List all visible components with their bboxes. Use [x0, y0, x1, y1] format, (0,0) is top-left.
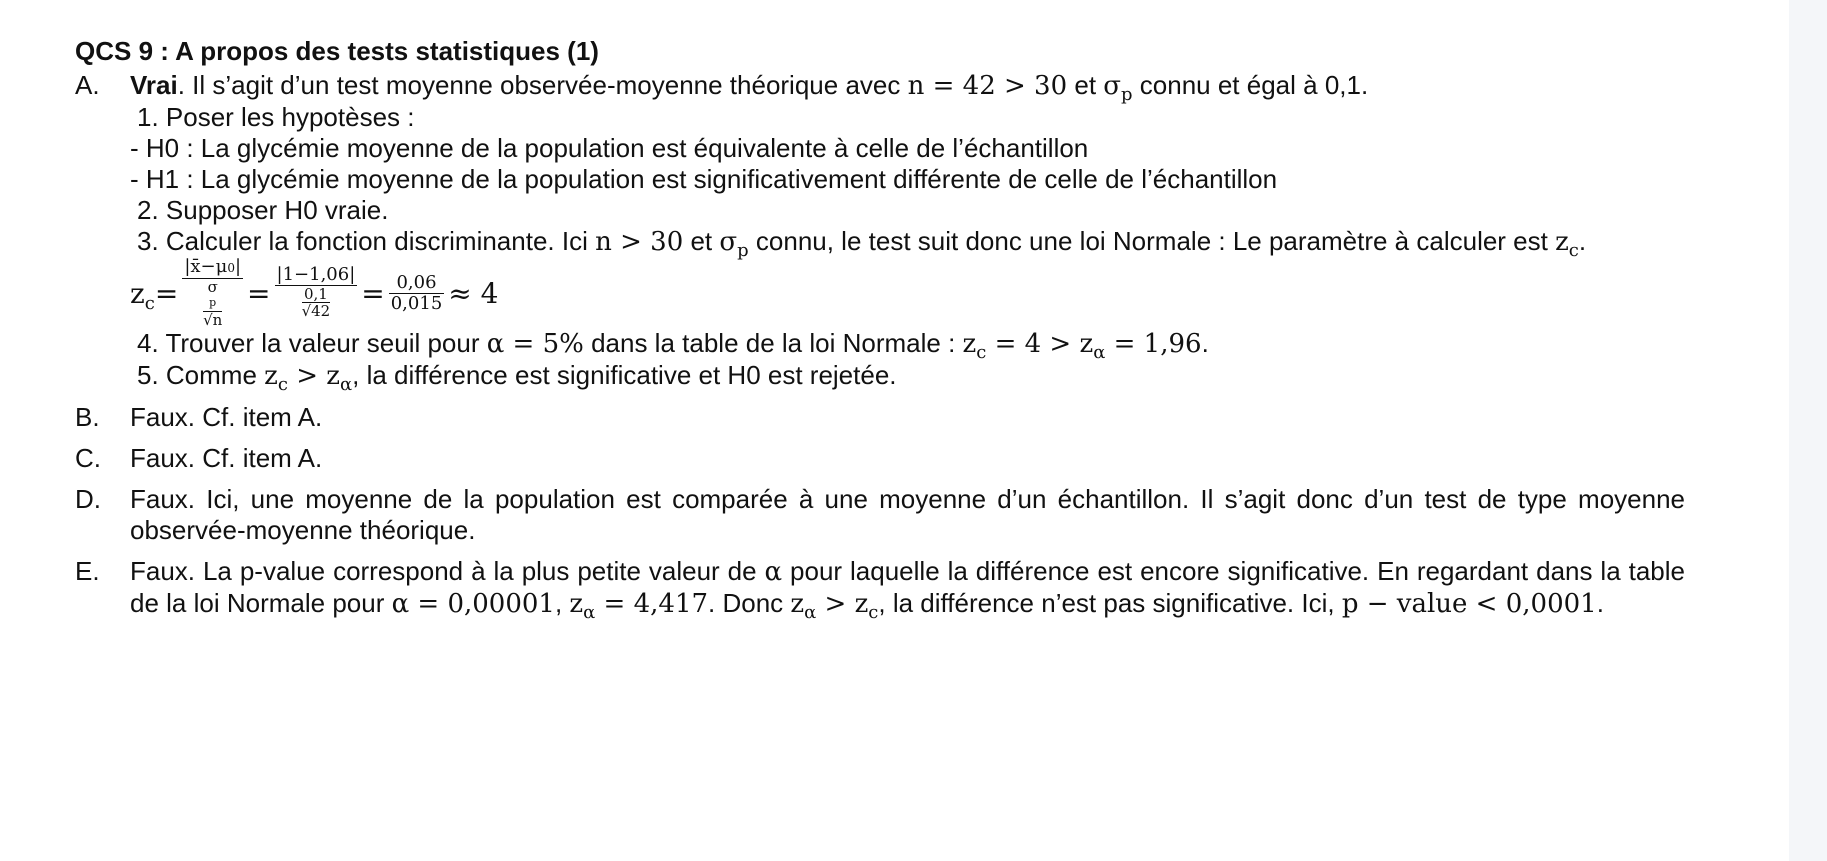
answer-item-e	[75, 556, 1685, 623]
step-2: 2. Supposer H0 vraie.	[137, 195, 389, 225]
item-body: Faux. Cf. item A.	[130, 402, 323, 432]
item-letter: D.	[75, 484, 101, 514]
right-margin-strip	[1789, 0, 1827, 861]
item-letter: B.	[75, 402, 100, 432]
document-content	[75, 36, 1685, 630]
answer-item-b	[75, 402, 1685, 433]
hypothesis-h1: - H1 : La glycémie moyenne de la population est significativement différente de celle de l’échantillon	[130, 164, 1278, 194]
fraction-result: $\frac{0,06}{0,015}$	[390, 271, 443, 314]
verdict-label: Vrai	[130, 70, 178, 100]
answer-item-a	[75, 70, 1685, 395]
step-1: 1. Poser les hypotèses :	[137, 102, 415, 132]
sigma-symbol: $\sigma_p$	[1103, 71, 1133, 105]
step-5: 5. Comme $z_c > z_\alpha$, la différence est significative et H0 est rejetée.	[137, 360, 897, 395]
item-letter: C.	[75, 443, 101, 473]
step-3: 3. Calculer la fonction discriminante. Ici n > 30 et $\sigma_p$ connu, le test suit donc une loi Normale : Le paramètre à calculer est $z_c$.	[137, 226, 1587, 261]
fraction-numeric: $\frac{|1-1,06|}{\frac{0,1}{√42}}$	[276, 264, 356, 320]
item-body: Faux. La p-value correspond à la plus petite valeur de α pour laquelle la différence est encore significative. En regardant dans la table de la loi Normale pour α = 0,00001, $z_\alpha = 4,417$. Donc $z_\alpha > z_c$, la différence n’est pas significative. Ici, p − value < 0,0001.	[130, 556, 1685, 623]
item-body	[130, 70, 1685, 395]
item-letter: A.	[75, 70, 100, 100]
item-letter: E.	[75, 556, 100, 586]
fraction-general: |x̄−μ0| σ p √n	[184, 255, 242, 329]
item-a-intro: Vrai. Il s’agit d’un test moyenne observée-moyenne théorique avec n = 42 > 30 et $\sigma_p$ connu et égal à 0,1.	[130, 70, 1369, 105]
zc-formula: $z_c$ = |x̄−μ0| σ p √n = $\frac{|1-1,06|}{\frac{0,1}{√42}}$ = $\frac{0,06}{0,015}$ ≈ 4	[130, 255, 499, 329]
step-4: 4. Trouver la valeur seuil pour α = 5% dans la table de la loi Normale : $z_c = 4 > z_\alpha = 1,96$.	[137, 328, 1209, 363]
item-body: Faux. Cf. item A.	[130, 443, 323, 473]
hypothesis-h0: - H0 : La glycémie moyenne de la population est équivalente à celle de l’échantillon	[130, 133, 1089, 163]
question-title: QCS 9 : A propos des tests statistiques (1)	[75, 36, 599, 66]
answer-item-d	[75, 484, 1685, 546]
answer-item-c	[75, 443, 1685, 474]
item-body: Faux. Ici, une moyenne de la population est comparée à une moyenne d’un échantillon. Il s’agit donc d’un test de type moyenne observée-moyenne théorique.	[130, 484, 1685, 545]
